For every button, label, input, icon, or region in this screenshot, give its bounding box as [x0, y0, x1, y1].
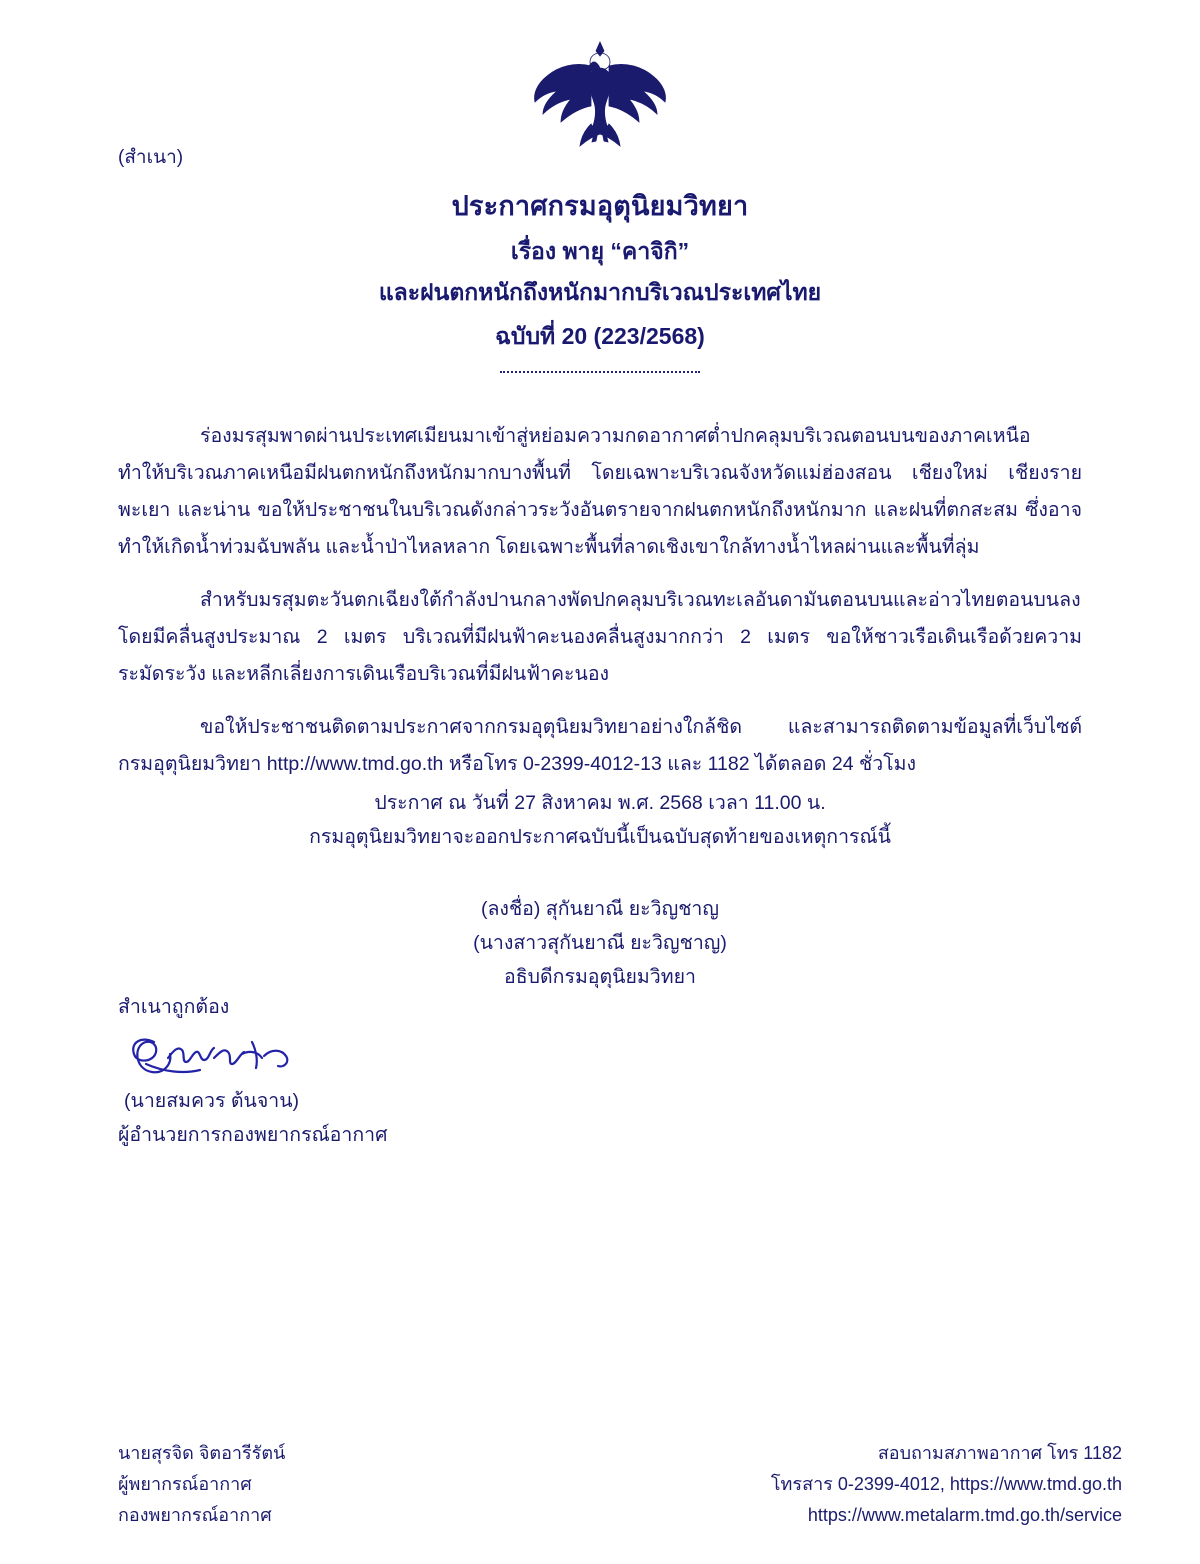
- footer-left: [118, 1438, 285, 1531]
- forecaster-role: ผู้พยากรณ์อากาศ: [118, 1474, 252, 1494]
- paragraph-3: ขอให้ประชาชนติดตามประกาศจากกรมอุตุนิยมวิทยาอย่างใกล้ชิด และสามารถติดตามข้อมูลที่เว็บไซต์ กรมอุตุนิยมวิทยา http://www.tmd.go.th หรือโทร 0-2399-4012-13 และ 1182 ได้ตลอด 24 ชั่วโมง: [118, 716, 1082, 775]
- closing-block: [0, 786, 1200, 854]
- signer-position: อธิบดีกรมอุตุนิยมวิทยา: [504, 966, 696, 988]
- announcement-title: ประกาศกรมอุตุนิยมวิทยา: [451, 191, 749, 221]
- announcement-date: ประกาศ ณ วันที่ 27 สิงหาคม พ.ศ. 2568 เวลา 11.00 น.: [374, 792, 826, 814]
- final-notice: กรมอุตุนิยมวิทยาจะออกประกาศฉบับนี้เป็นฉบับสุดท้ายของเหตุการณ์นี้: [309, 826, 891, 848]
- paragraph-2: สำหรับมรสุมตะวันตกเฉียงใต้กำลังปานกลางพัดปกคลุมบริเวณทะเลอันดามันตอนบนและอ่าวไทยตอนบนลง โดยมีคลื่นสูงประมาณ 2 เมตร บริเวณที่มีฝนฟ้าคะนองคลื่นสูงมากกว่า 2 เมตร ขอให้ชาวเรือเดินเรือด้วยความระมัดระวัง และหลีกเลี่ยงการเดินเรือบริเวณที่มีฝนฟ้าคะนอง: [118, 589, 1082, 685]
- fax-and-website: โทรสาร 0-2399-4012, https://www.tmd.go.th: [770, 1474, 1122, 1494]
- forecaster-name: นายสุรจิด จิตอารีรัตน์: [118, 1443, 286, 1463]
- announcement-subject: เรื่อง พายุ “คาจิกิ”: [510, 237, 690, 264]
- copy-mark: (สำเนา): [118, 147, 184, 168]
- signer-name: (นางสาวสุกันยาณี ยะวิญชาญ): [473, 932, 727, 954]
- certified-copy-label: สำเนาถูกต้อง: [118, 996, 230, 1018]
- document-heading: [0, 186, 1200, 373]
- footer-right: [771, 1438, 1122, 1531]
- service-website: https://www.metalarm.tmd.go.th/service: [807, 1505, 1122, 1525]
- document-body: [118, 418, 1082, 799]
- announcement-issue-number: ฉบับที่ 20 (223/2568): [495, 322, 705, 349]
- certifier-name: (นายสมควร ต้นจาน): [124, 1090, 300, 1112]
- garuda-emblem: [525, 36, 675, 156]
- signature-block: [0, 892, 1200, 994]
- certified-copy-block: [118, 990, 387, 1152]
- certifier-position: ผู้อำนวยการกองพยากรณ์อากาศ: [118, 1124, 388, 1146]
- announcement-subject-detail: และฝนตกหนักถึงหนักมากบริเวณประเทศไทย: [378, 279, 822, 305]
- signed-by-line: (ลงชื่อ) สุกันยาณี ยะวิญชาญ: [480, 898, 719, 920]
- forecaster-division: กองพยากรณ์อากาศ: [118, 1505, 272, 1525]
- paragraph-1: ร่องมรสุมพาดผ่านประเทศเมียนมาเข้าสู่หย่อมความกดอากาศต่ำปกคลุมบริเวณตอนบนของภาคเหนือ ทำให้บริเวณภาคเหนือมีฝนตกหนักถึงหนักมากบางพื้นที่ โดยเฉพาะบริเวณจังหวัดแม่ฮ่องสอน เชียงใหม่ เชียงราย พะเยา และน่าน ขอให้ประชาชนในบริเวณดังกล่าวระวังอันตรายจากฝนตกหนักถึงหนักมาก และฝนที่ตกสะสม ซึ่งอาจทำให้เกิดน้ำท่วมฉับพลัน และน้ำป่าไหลหลาก โดยเฉพาะพื้นที่ลาดเชิงเขาใกล้ทางน้ำไหลผ่านและพื้นที่ลุ่ม: [118, 425, 1082, 558]
- emblem-container: [0, 36, 1200, 156]
- heading-divider: [500, 371, 700, 373]
- handwritten-signature-icon: [124, 1028, 304, 1082]
- weather-hotline: สอบถามสภาพอากาศ โทร 1182: [877, 1443, 1122, 1463]
